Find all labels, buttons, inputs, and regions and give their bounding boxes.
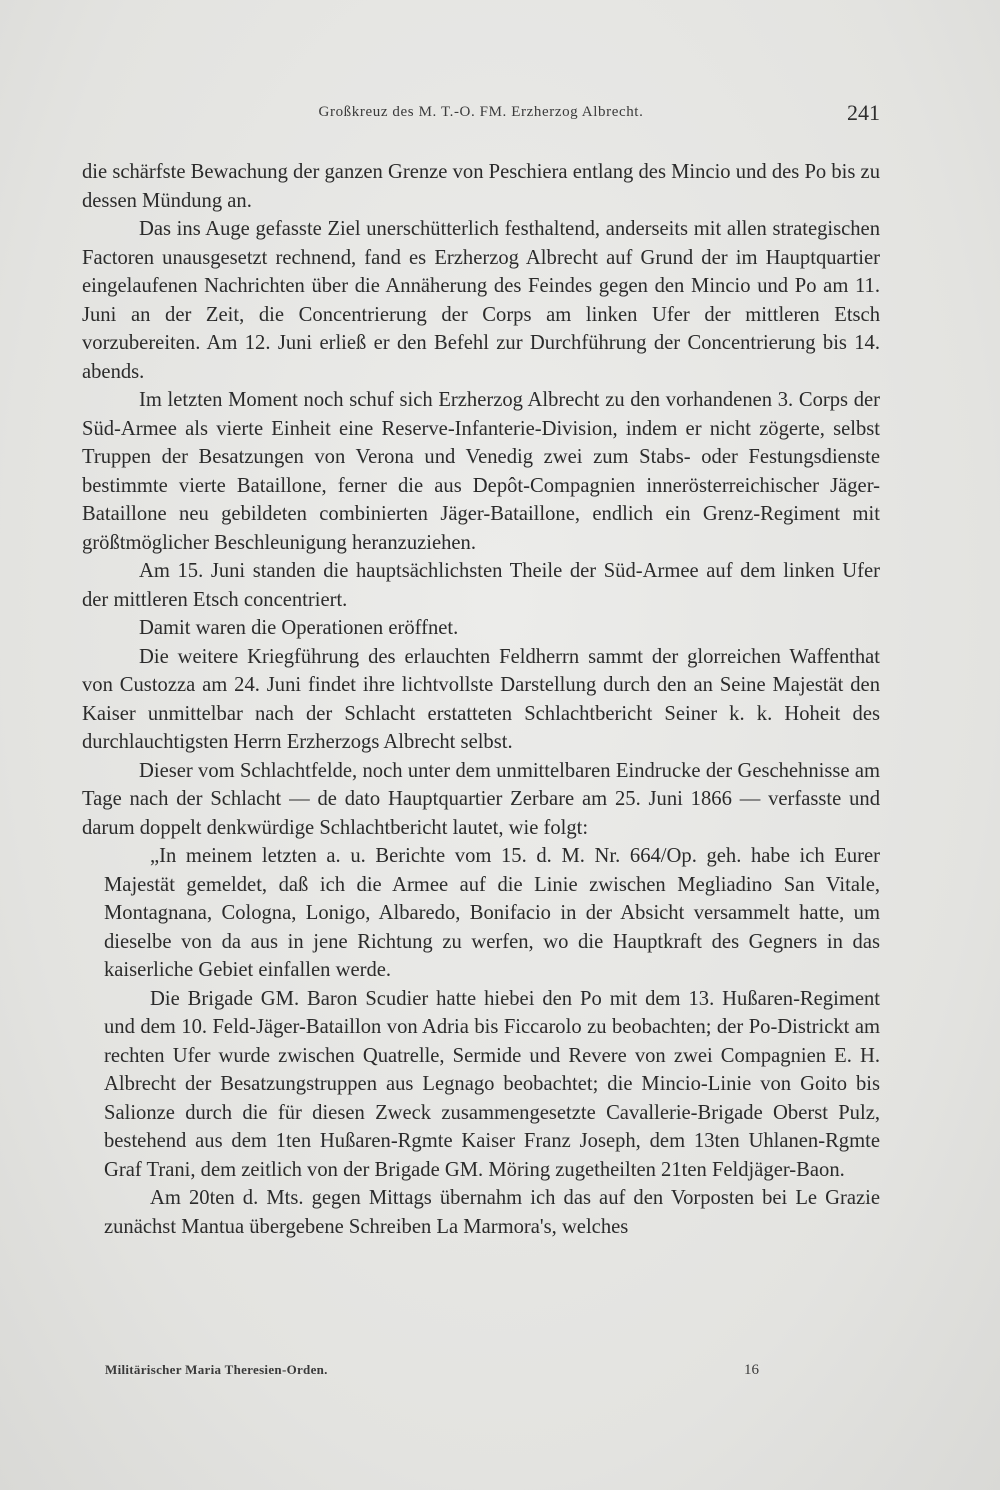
body-text (82, 158, 880, 1241)
page-footer (82, 1362, 880, 1386)
paragraph: Die weitere Kriegführung des erlauchten Feldherrn sammt der glorreichen Waffenthat von Custozza am 24. Juni findet ihre lichtvollste Darstellung durch den an Seine Majestät den Kaiser unmittelbar nach der Schlacht erstatteten Schlachtbericht Seiner k. k. Hoheit des durchlauchtigsten Herrn Erzherzogs Albrecht selbst. (82, 645, 880, 753)
footer-publication: Militärischer Maria Theresien-Orden. (105, 1362, 328, 1377)
paragraph: Am 15. Juni standen die hauptsächlichsten Theile der Süd-Armee auf dem linken Ufer der mittleren Etsch concentriert. (82, 560, 880, 611)
page-number: 241 (847, 100, 880, 125)
paragraph: Dieser vom Schlachtfelde, noch unter dem unmittelbaren Eindrucke der Geschehnisse am Tage nach der Schlacht — de dato Hauptquartier Zerbare am 25. Juni 1866 — verfasste und darum doppelt denkwürdige Schlachtbericht lautet, wie folgt: (82, 759, 880, 839)
paragraph: Damit waren die Operationen eröffnet. (139, 617, 459, 639)
quoted-paragraph: Am 20ten d. Mts. gegen Mittags übernahm ich das auf den Vorposten bei Le Grazie zunächst Mantua übergebene Schreiben La Marmora's, welches (104, 1187, 880, 1238)
paragraph: die schärfste Bewachung der ganzen Grenze von Peschiera entlang des Mincio und des Po bis zu dessen Mündung an. (82, 161, 880, 212)
paragraph: Das ins Auge gefasste Ziel unerschütterlich festhaltend, anderseits mit allen strategischen Factoren unausgesetzt rechnend, fand es Erzherzog Albrecht auf Grund der im Hauptquartier eingelaufenen Nachrichten über die Annäherung des Feindes gegen den Mincio und Po am 11. Juni an der Zeit, die Concentrierung der Corps am linken Ufer der mittleren Etsch vorzubereiten. Am 12. Juni erließ er den Befehl zur Durchführung der Concentrierung bis 14. abends. (82, 218, 880, 383)
quoted-paragraph: „In meinem letzten a. u. Berichte vom 15. d. M. Nr. 664/Op. geh. habe ich Eurer Majestät gemeldet, daß ich die Armee auf die Linie zwischen Megliadino San Vitale, Montagnana, Cologna, Lonigo, Albaredo, Bonifacio in der Absicht versammelt hatte, um dieselbe von da aus in jene Richtung zu werfen, wo die Hauptkraft des Gegners in das kaiserliche Gebiet einfallen werde. (104, 845, 880, 981)
running-header (82, 100, 880, 130)
running-title: Großkreuz des M. T.-O. FM. Erzherzog Albrecht. (318, 104, 644, 120)
quoted-paragraph: Die Brigade GM. Baron Scudier hatte hiebei den Po mit dem 13. Hußaren-Regiment und dem 10. Feld-Jäger-Bataillon von Adria bis Ficcarolo zu beobachten; der Po-Districkt am rechten Ufer wurde zwischen Quatrelle, Sermide und Revere von zwei Compagnien E. H. Albrecht der Besatzungstruppen aus Legnago beobachtet; die Mincio-Linie von Goito bis Salionze durch die für diesen Zweck zusammengesetzte Cavallerie-Brigade Oberst Pulz, bestehend aus dem 1ten Hußaren-Rgmte Kaiser Franz Joseph, dem 13ten Uhlanen-Rgmte Graf Trani, dem zeitlich von der Brigade GM. Möring zugetheilten 21ten Feldjäger-Baon. (104, 987, 880, 1181)
paragraph: Im letzten Moment noch schuf sich Erzherzog Albrecht zu den vorhandenen 3. Corps der Süd-Armee als vierte Einheit eine Reserve-Infanterie-Division, indem er nicht zögerte, selbst Truppen der Besatzungen von Verona und Venedig zwei zum Stabs- oder Festungsdienste bestimmte vierte Bataillone, ferner die aus Depôt-Compagnien innerösterreichischer Jäger-Bataillone neu gebildeten combinierten Jäger-Bataillone, endlich ein Grenz-Regiment mit größtmöglicher Beschleunigung heranzuziehen. (82, 389, 880, 554)
footer-signature: 16 (744, 1362, 759, 1378)
